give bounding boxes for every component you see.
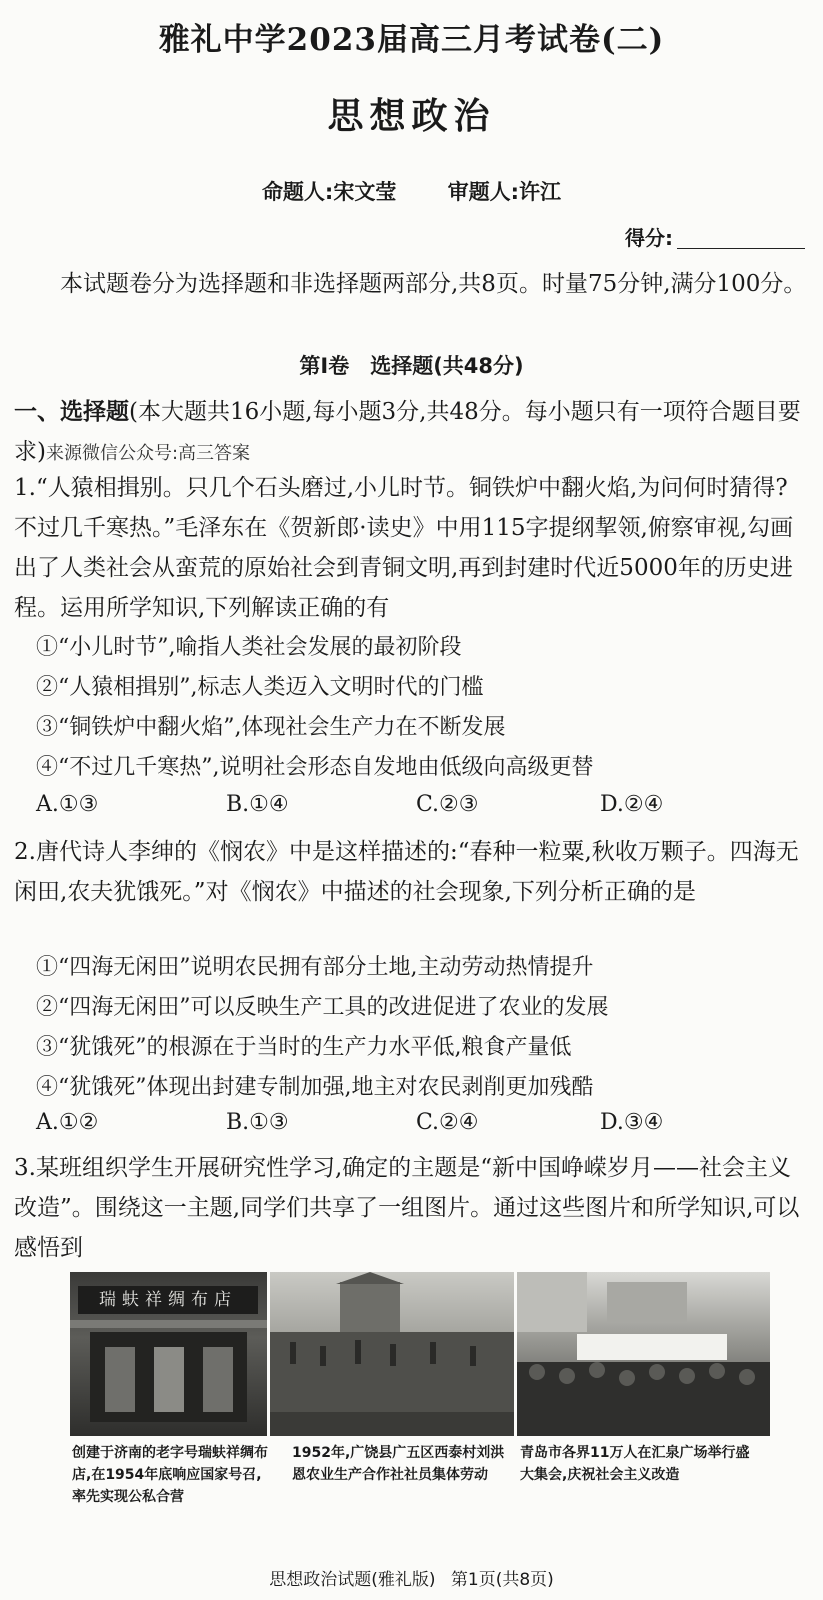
q1-choice-b: B.①④ — [226, 792, 289, 817]
exam-title: 雅礼中学2023届高三月考试卷(二) — [158, 22, 665, 58]
q2-choice-a: A.①② — [36, 1110, 99, 1135]
photo-3-caption: 青岛市各界11万人在汇泉广场举行盛大集会,庆祝社会主义改造 — [520, 1445, 750, 1483]
q1-option-4: ④“不过几千寒热”,说明社会形态自发地由低级向高级更替 — [36, 755, 594, 780]
q1-option-3: ③“铜铁炉中翻火焰”,体现社会生产力在不断发展 — [36, 715, 506, 740]
photo-2-caption: 1952年,广饶县广五区西泰村刘洪恩农业生产合作社社员集体劳动 — [292, 1445, 505, 1483]
photo-store-front — [70, 1272, 267, 1436]
photo-farm-work — [270, 1272, 514, 1436]
footer-subject: 思想政治试题(雅礼版) — [269, 1570, 436, 1590]
q2-option-2: ②“四海无闲田”可以反映生产工具的改进促进了农业的发展 — [36, 995, 609, 1020]
section1-source: 来源微信公众号:高三答案 — [45, 443, 251, 464]
q1-choice-a: A.①③ — [36, 792, 99, 817]
farm-illustration — [270, 1272, 514, 1436]
section1-desc: (本大题共16小题,每小题3分,共48分。每小题只有一项符合题目要求) — [14, 399, 801, 465]
q2-option-1: ①“四海无闲田”说明农民拥有部分土地,主动劳动热情提升 — [36, 955, 594, 980]
q2-choice-b: B.①③ — [226, 1110, 289, 1135]
q1-choice-d: D.②④ — [600, 792, 664, 817]
score-field — [625, 222, 805, 251]
q2-option-3: ③“犹饿死”的根源在于当时的生产力水平低,粮食产量低 — [36, 1035, 572, 1060]
question-1-stem: 1.“人猿相揖别。只几个石头磨过,小儿时节。铜铁炉中翻火焰,为问何时猜得?不过几千寒热。”毛泽东在《贺新郎·读史》中用115字提纲挈领,俯察审视,勾画出了人类社会从蛮荒的原始社会到青铜文明,再到封建时代近5000年的历史进程。运用所学知识,下列解读正确的有 — [14, 475, 794, 621]
section1-label: 一、选择题 — [14, 399, 129, 425]
author: 命题人:宋文莹 — [261, 180, 397, 204]
part1-title: 第Ⅰ卷 选择题(共48分) — [299, 354, 524, 378]
q1-choice-c: C.②③ — [416, 792, 479, 817]
author-line — [0, 176, 823, 206]
exam-intro: 本试题卷分为选择题和非选择题两部分,共8页。时量75分钟,满分100分。 — [60, 271, 807, 297]
store-sign: 瑞蚨祥绸布店 — [78, 1286, 258, 1314]
photo-1-caption: 创建于济南的老字号瑞蚨祥绸布店,在1954年底响应国家号召,率先实现公私合营 — [72, 1445, 268, 1505]
q2-choice-c: C.②④ — [416, 1110, 479, 1135]
q1-option-2: ②“人猿相揖别”,标志人类迈入文明时代的门槛 — [36, 675, 484, 700]
photo-rally — [517, 1272, 770, 1436]
q2-choice-d: D.③④ — [600, 1110, 664, 1135]
q2-option-4: ④“犹饿死”体现出封建专制加强,地主对农民剥削更加残酷 — [36, 1075, 594, 1100]
reviewer: 审题人:许江 — [447, 180, 562, 204]
section1-heading — [14, 392, 809, 474]
footer-page: 第1页(共8页) — [450, 1570, 554, 1590]
page-footer — [0, 1565, 823, 1590]
photo-strip — [70, 1272, 770, 1436]
q1-option-1: ①“小儿时节”,喻指人类社会发展的最初阶段 — [36, 635, 462, 660]
subject-title: 思想政治 — [327, 95, 496, 137]
question-3-stem: 3.某班组织学生开展研究性学习,确定的主题是“新中国峥嵘岁月——社会主义改造”。围绕这一主题,同学们共享了一组图片。通过这些图片和所学知识,可以感悟到 — [14, 1155, 800, 1261]
score-label: 得分: — [625, 226, 673, 250]
score-blank — [677, 248, 805, 249]
rally-illustration — [517, 1272, 770, 1436]
question-2-stem: 2.唐代诗人李绅的《悯农》中是这样描述的:“春种一粒粟,秋收万颗子。四海无闲田,农夫犹饿死。”对《悯农》中描述的社会现象,下列分析正确的是 — [14, 839, 799, 905]
storefront-illustration — [70, 1272, 267, 1436]
